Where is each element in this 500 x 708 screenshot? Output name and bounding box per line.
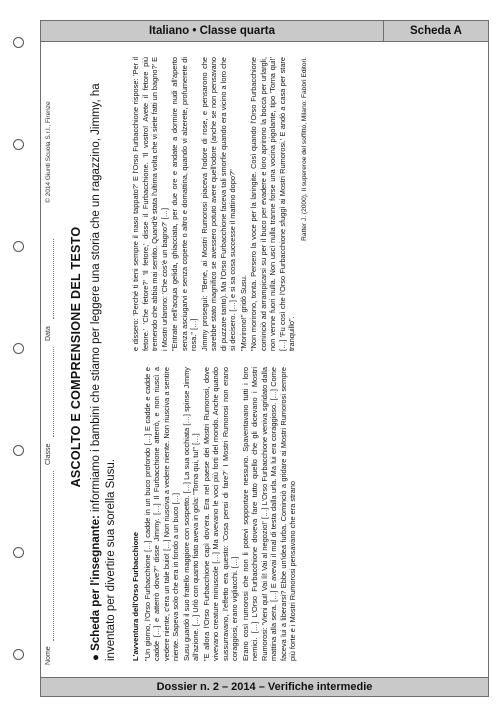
binder-hole <box>13 37 24 48</box>
story-paragraph: "Morirono!" gridò Susu. <box>238 275 248 351</box>
rotated-content <box>41 41 483 673</box>
scheda-label: Scheda A <box>410 25 462 37</box>
nome-label: Nome <box>45 646 52 665</box>
classe-field[interactable] <box>45 347 54 437</box>
intro-bold-label: Scheda per l'insegnante: <box>90 515 102 651</box>
story-paragraph: "Un giorno, l'Orso Furbacchione […] cadde in un buco profondo […] E cadde e cadde e cadde […] e atterrò dove?" disse Jimmy. […] Il Furbacchione atterrò, e non riuscì a vedere niente, c'era un tale buio! […] Non riusciva a vedere niente. Non riusciva a sentire niente. Sapeva solo che era in fondo a un buco […] <box>142 367 180 661</box>
student-fields <box>45 125 59 665</box>
binder-hole <box>13 547 24 558</box>
source-reference: Ratter J. (2000), Il supereroe del soffitto, Milano: Fabbri Editori. <box>300 57 308 241</box>
story-paragraph: "Entrate nell'acqua gelida, ghiacciata, per due ore e andate a dormire nudi all'aperto senza asciugarvi e senza coperte o altro e domattina, quando vi alzerete, profumerete di rosa." […] <box>170 57 198 351</box>
worksheet-title: ASCOLTO E COMPRENSIONE DEL TESTO <box>69 226 83 488</box>
story-paragraph: "Non morirono, tonta. Persero la voce per la laringite. Così quando l'Orso Furbacchione cominciò ad arrampicarsi su per il buco per evadere e loro aprirono la bocca per urlargli, non venne fuori nulla. Non uscì nulla tranne forse una vocina pigolante, tipo 'Torna qui!' […] 'Fu così che l'Orso Furbacchione sfuggì ai Mostri Rumorosi.' E andò a casa per stare tranquillo". <box>249 57 296 351</box>
story-paragraph: Susu guardò il suo fratello maggiore con sospetto. […] La sua occhiata […] spinse Jimmy all'azione. […] Urlò con quanto fiato aveva in gola: "Torna qui, tu!" […] <box>181 367 200 661</box>
nome-field[interactable] <box>45 471 54 641</box>
story-column-right <box>131 57 475 351</box>
story-paragraph: Jimmy proseguì: "Bene, ai Mostri Rumorosi piaceva l'odore di rose, e pensarono che sarebbe stato magnifico se avessero potuto avere quell'odore (anche se non pensavano di puzzare tanto). Ma l'Orso Furbacchione faceva tali smorfie quando era vicino a loro che si decisero. […] e si sa cosa successe il mattino dopo?" <box>199 57 237 351</box>
subject-class-title: Italiano • Classe quarta <box>148 25 276 37</box>
story-paragraph: "E allora l'Orso Furbacchione capì dov'era. Era nel paese dei Mostri Rumorosi, dove vivevano creature minuscole […] Ma avevano le voci più forti del mondo. Anche quando sussurravano, l'effetto era questo: 'Cosa pensi di fare?' I Mostri Rumorosi non erano coraggiosi, erano vigliacchi. […] <box>201 367 239 661</box>
classe-label: Classe <box>45 443 52 465</box>
intro-text: informiamo i bambini che stiamo per leggere una storia che un ragazzino, Jimmy, ha inventato per divertire sua sorella Susu. <box>90 83 117 661</box>
publisher-credit: © 2014 Giunti Scuola S.r.l., Firenze <box>45 101 52 203</box>
header-bar <box>41 21 488 42</box>
story-subtitle: L'avventura dell'Orso Furbacchione <box>131 532 140 661</box>
intro-bullet: ● <box>90 654 102 661</box>
binder-hole <box>13 649 24 660</box>
footer-bar <box>41 677 488 696</box>
story-paragraph: e dissero: 'Perché ti tieni sempre il naso tappato?' E l'Orso Furbacchione rispose: 'Per il fetore.' 'Che fetore?' 'Il fetore,' disse il Furbacchione. 'Il vostro! Avete il fetore più tremendo che abbia mai sentito. Quand'è stata l'ultima volta che vi siete fatti un bagno?' E i Mostri urlarono: 'Che cos'è un bagno?' […] <box>131 57 169 351</box>
data-field[interactable] <box>45 239 54 319</box>
binder-hole <box>13 343 24 354</box>
dossier-footer: Dossier n. 2 – 2014 – Verifiche intermedie <box>156 681 373 693</box>
binder-hole <box>13 445 24 456</box>
data-label: Data <box>45 326 52 341</box>
teacher-intro <box>89 53 119 661</box>
binder-hole <box>13 139 24 150</box>
story-column-left <box>131 367 475 661</box>
story-paragraph: Erano così rumorosi che non li potevi sopportare nessuno. Spaventavano tutti i loro nemici. […] L'Orso Furbacchione doveva fare tutto quello che gli dicevano i Mostri Rumorosi: 'Vieni qui! Vai lì! Vai al negozio!' […] L'Orso Furbacchione veniva sgridato dalla mattina alla sera. […] E avevai il mal di testa dalla urla. Ma lui era coraggioso. […] Come faceva lui a liberarsi? Ebbe un'idea furba. Cominciò a gridare ai Mostri Rumorosi sempre più forte e i Mostri Rumorosi pensavano che era strano <box>240 367 297 661</box>
binder-hole <box>13 241 24 252</box>
